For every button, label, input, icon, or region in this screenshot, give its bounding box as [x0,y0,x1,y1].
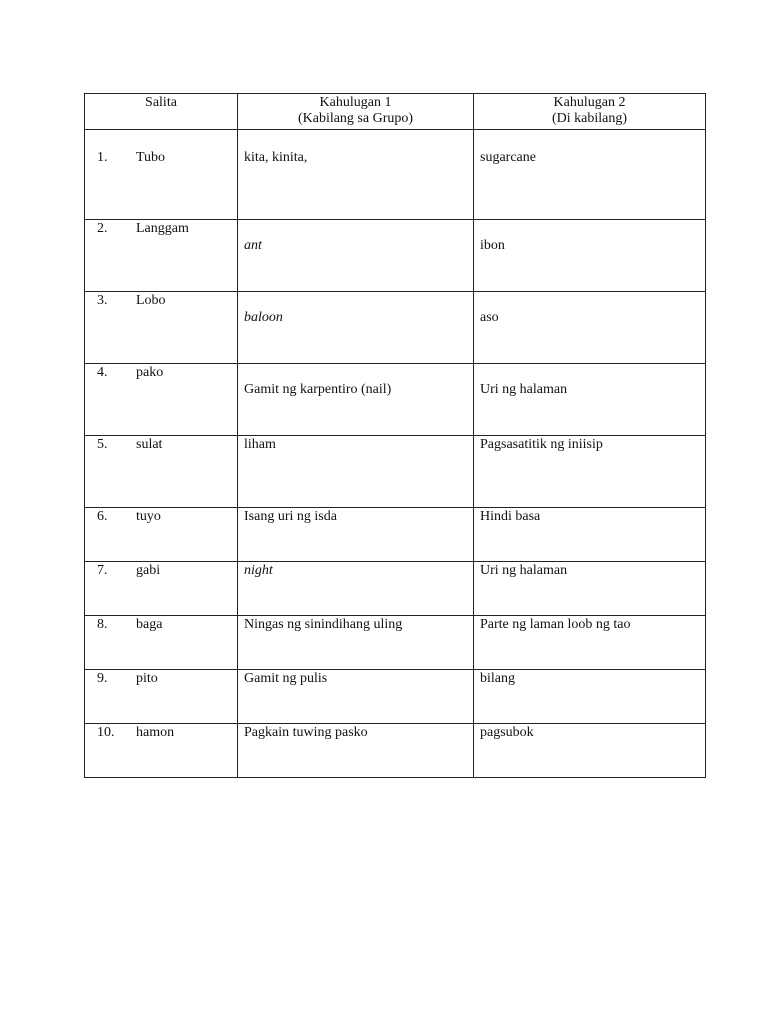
row-number: 7. [97,563,108,578]
kahulugan-2-text: Uri ng halaman [480,563,568,578]
kahulugan-1-cell [238,508,474,562]
row-number: 6. [97,509,108,524]
header-salita-label: Salita [145,95,177,110]
header-salita [85,94,238,130]
salita-word: sulat [136,437,163,452]
header-kahulugan-2 [474,94,706,130]
header-kahulugan-1 [238,94,474,130]
row-number: 5. [97,437,108,452]
kahulugan-1-text: Isang uri ng isda [244,509,337,524]
kahulugan-1-cell [238,130,474,220]
salita-word: pako [136,365,164,380]
row-number: 1. [97,150,108,165]
table-row [85,670,706,724]
salita-word: Tubo [136,150,166,165]
salita-cell [85,292,238,364]
kahulugan-1-text: Pagkain tuwing pasko [244,725,368,740]
kahulugan-2-text: aso [480,310,499,325]
salita-word: Lobo [136,293,166,308]
table-row [85,508,706,562]
kahulugan-2-text: Parte ng laman loob ng tao [480,617,631,632]
kahulugan-1-text: ant [244,238,262,253]
salita-cell [85,670,238,724]
table-row [85,130,706,220]
salita-cell [85,130,238,220]
kahulugan-2-cell [474,508,706,562]
kahulugan-2-text: pagsubok [480,725,534,740]
kahulugan-2-text: Uri ng halaman [480,382,568,397]
row-number: 2. [97,221,108,236]
salita-cell [85,724,238,778]
kahulugan-1-text: kita, kinita, [244,150,308,165]
kahulugan-1-cell [238,436,474,508]
salita-word: gabi [136,563,161,578]
kahulugan-1-text: Ningas ng sinindihang uling [244,617,403,632]
kahulugan-1-text: Gamit ng karpentiro (nail) [244,382,392,397]
kahulugan-1-cell [238,724,474,778]
kahulugan-2-text: sugarcane [480,150,536,165]
salita-word: baga [136,617,163,632]
kahulugan-2-cell [474,616,706,670]
row-number: 4. [97,365,108,380]
kahulugan-2-text: bilang [480,671,515,686]
row-number: 10. [97,725,115,740]
kahulugan-1-cell [238,616,474,670]
kahulugan-2-text: Hindi basa [480,509,541,524]
kahulugan-1-text: Gamit ng pulis [244,671,328,686]
header-kahulugan-1-subtitle: (Kabilang sa Grupo) [297,111,414,126]
salita-word: hamon [136,725,175,740]
kahulugan-2-text: Pagsasatitik ng iniisip [480,437,603,452]
row-number: 9. [97,671,108,686]
kahulugan-1-cell [238,364,474,436]
kahulugan-2-cell [474,364,706,436]
kahulugan-1-cell [238,292,474,364]
table-row [85,436,706,508]
salita-cell [85,562,238,616]
kahulugan-2-cell [474,220,706,292]
kahulugan-1-text: baloon [244,310,283,325]
kahulugan-1-cell [238,670,474,724]
kahulugan-2-text: ibon [480,238,505,253]
table-row [85,562,706,616]
kahulugan-1-text: liham [244,437,276,452]
kahulugan-1-text: night [244,563,273,578]
salita-cell [85,508,238,562]
kahulugan-2-cell [474,562,706,616]
kahulugan-2-cell [474,292,706,364]
salita-cell [85,220,238,292]
kahulugan-2-cell [474,436,706,508]
table-row [85,724,706,778]
row-number: 8. [97,617,108,632]
salita-word: Langgam [136,221,189,236]
salita-cell [85,616,238,670]
salita-cell [85,436,238,508]
header-kahulugan-2-title: Kahulugan 2 [553,95,626,110]
table-row [85,364,706,436]
salita-word: pito [136,671,158,686]
table-row [85,616,706,670]
table-row [85,292,706,364]
kahulugan-2-cell [474,130,706,220]
row-number: 3. [97,293,108,308]
kahulugan-2-cell [474,724,706,778]
header-kahulugan-2-subtitle: (Di kabilang) [551,111,628,126]
header-kahulugan-1-title: Kahulugan 1 [319,95,392,110]
salita-cell [85,364,238,436]
table-header-row [85,94,706,130]
kahulugan-1-cell [238,220,474,292]
salita-word: tuyo [136,509,161,524]
vocabulary-table [84,93,706,778]
kahulugan-1-cell [238,562,474,616]
kahulugan-2-cell [474,670,706,724]
table-row [85,220,706,292]
